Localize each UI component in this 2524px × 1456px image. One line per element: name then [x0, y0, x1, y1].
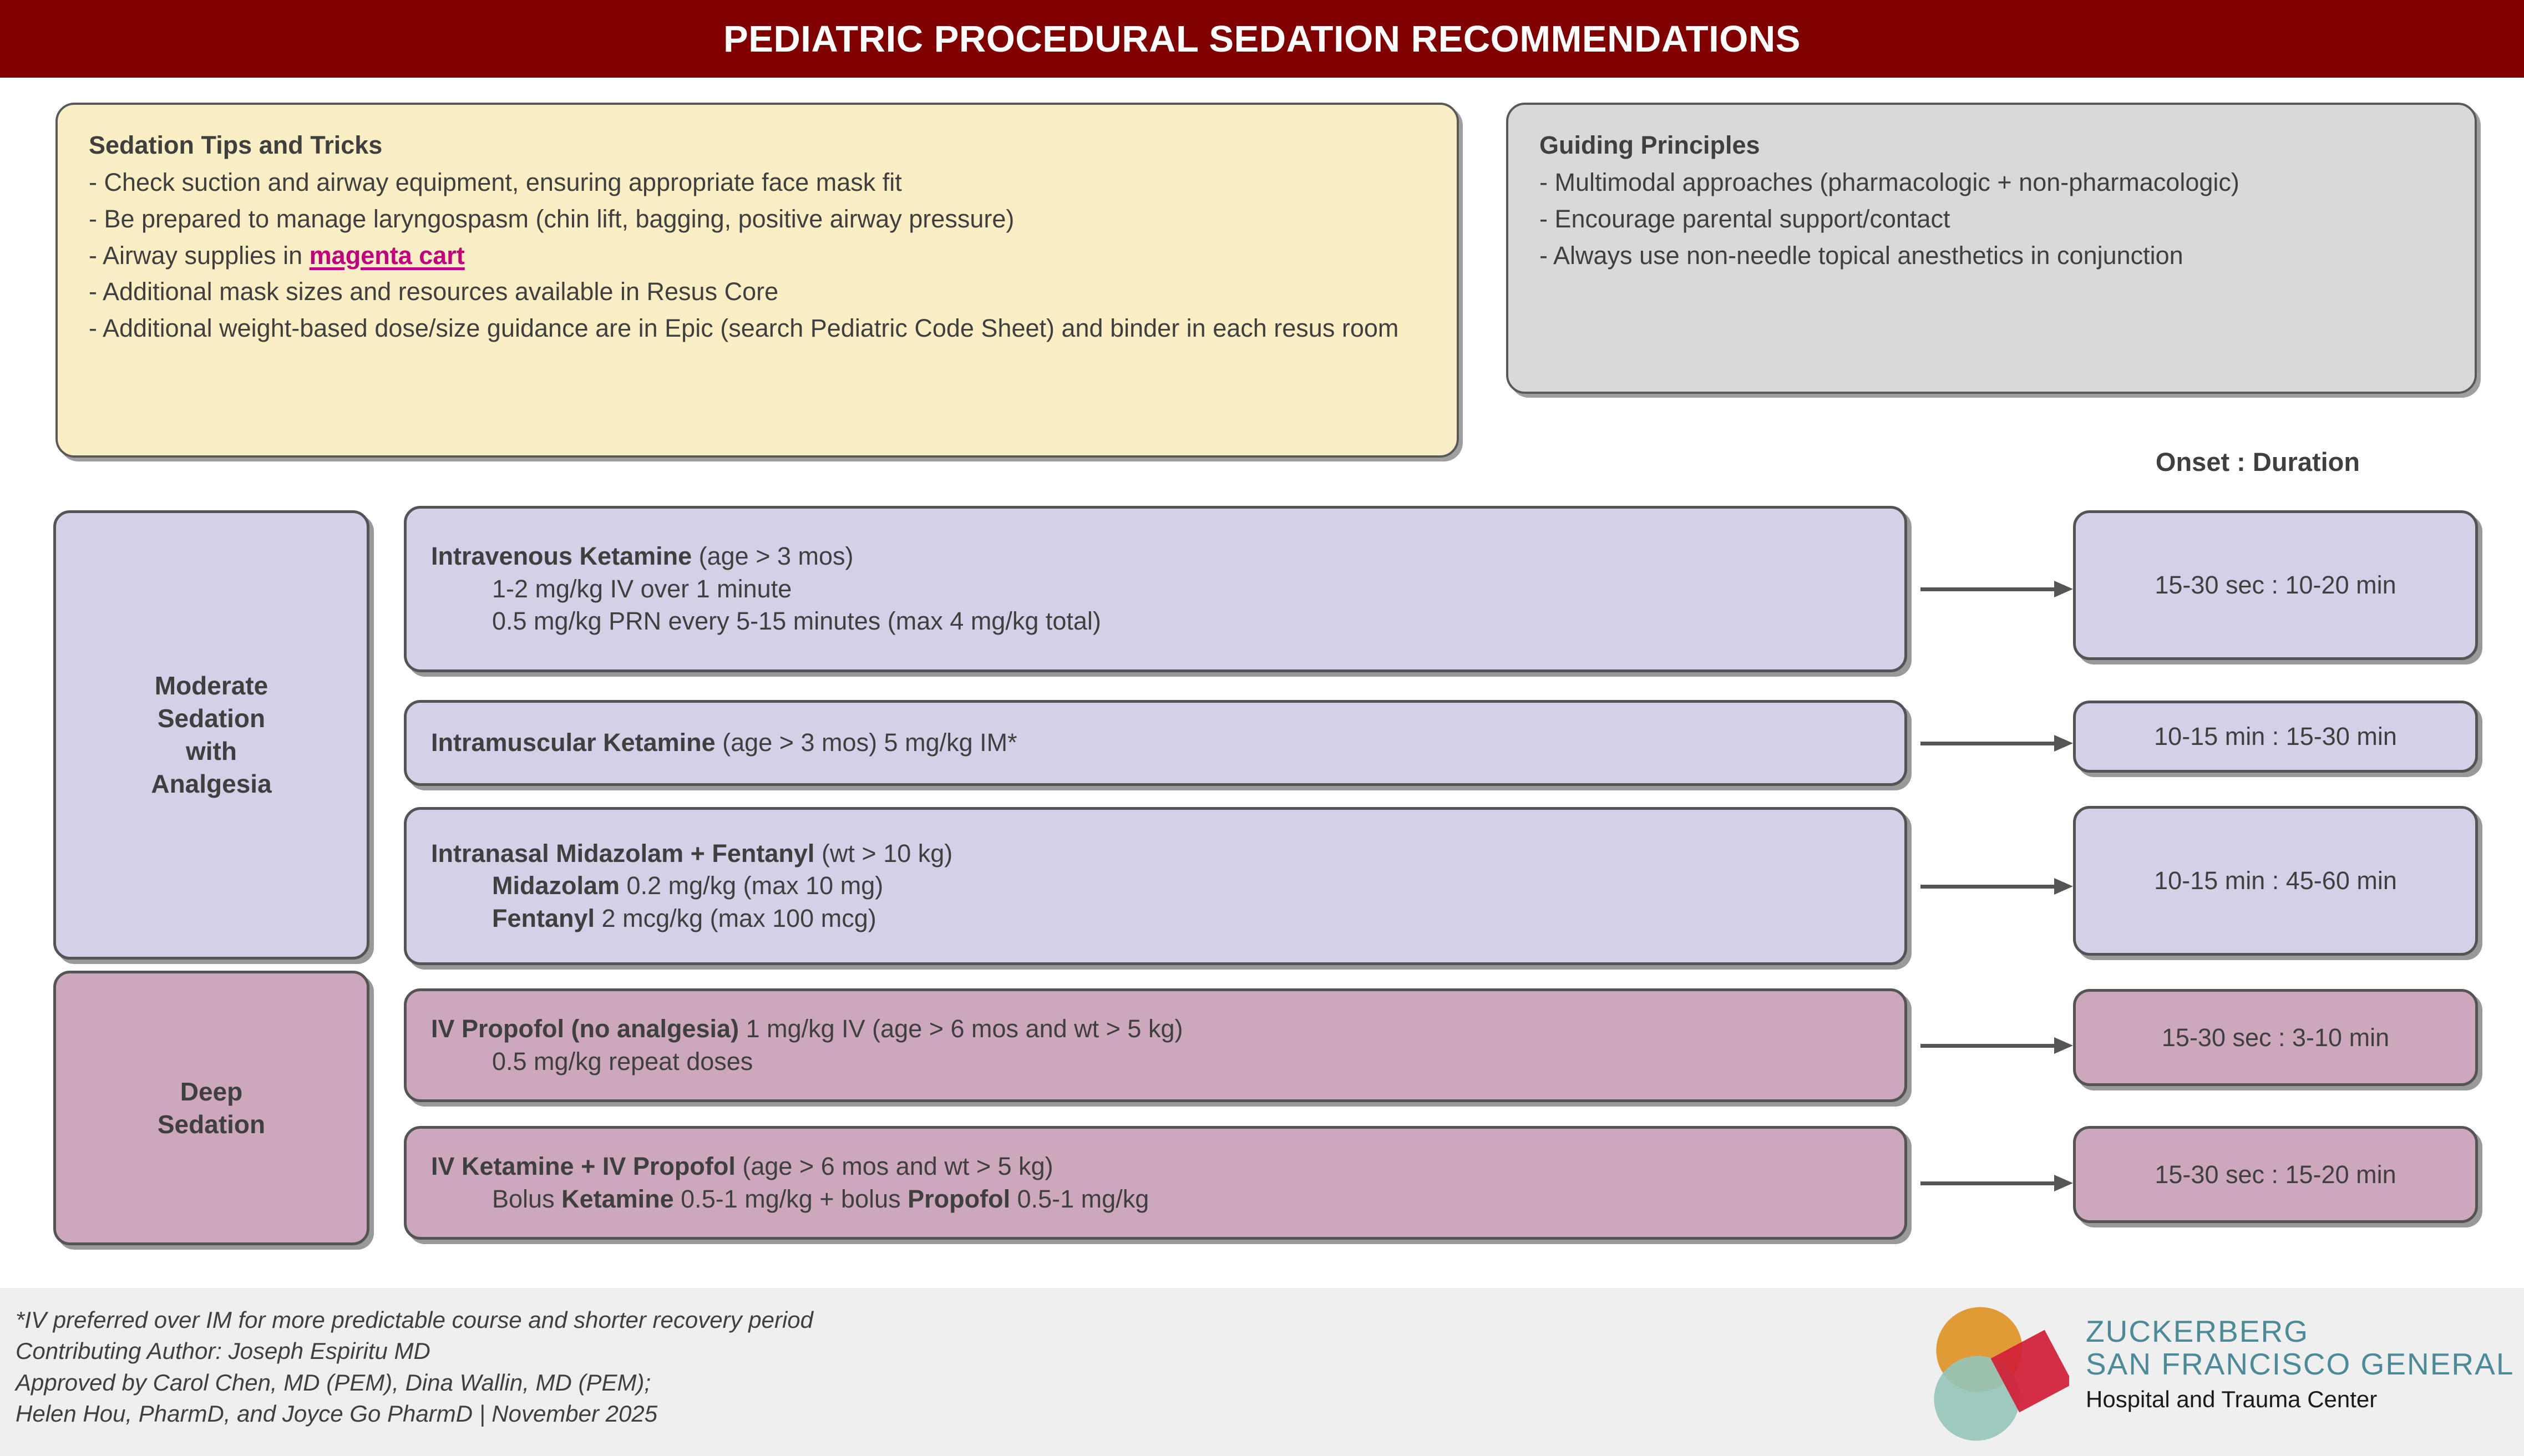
medication-title: [431, 1013, 1880, 1046]
onset-duration-column-header: Onset : Duration: [2155, 447, 2360, 476]
medication-subdose-line: [431, 902, 1880, 935]
combo-prefix: Bolus: [492, 1184, 562, 1213]
arrow-to-onset-3: [1920, 878, 2073, 895]
medication-card-intranasal-midazolam-fentanyl: [404, 807, 1907, 965]
logo-line-tagline: Hospital and Trauma Center: [2086, 1386, 2378, 1412]
medication-qualifier: (age > 3 mos): [692, 542, 854, 571]
footer-line-3: Approved by Carol Chen, MD (PEM), Dina Wallin, MD (PEM);: [16, 1369, 651, 1396]
footer-line-1: *IV preferred over IM for more predictable course and shorter recovery period: [16, 1307, 813, 1333]
onset-duration-value: 10-15 min : 15-30 min: [2154, 722, 2397, 750]
combo-middle: 0.5-1 mg/kg + bolus: [673, 1184, 908, 1213]
tips-line-1: - Check suction and airway equipment, ensuring appropriate face mask fit: [89, 168, 902, 196]
header-banner: [0, 0, 2524, 78]
sedation-tips-box: [55, 103, 1459, 458]
tips-box-title: Sedation Tips and Tricks: [89, 131, 383, 159]
onset-duration-card-intranasal: [2073, 806, 2478, 956]
logo-line-zuckerberg: ZUCKERBERG: [2086, 1314, 2309, 1348]
subdose-drug-name: Midazolam: [492, 871, 620, 900]
combo-suffix: 0.5-1 mg/kg: [1010, 1184, 1149, 1213]
medication-combo-line: [431, 1183, 1880, 1216]
principles-box-title: Guiding Principles: [1539, 131, 1760, 159]
medication-qualifier: (age > 3 mos) 5 mg/kg IM*: [715, 728, 1017, 757]
page-title: PEDIATRIC PROCEDURAL SEDATION RECOMMENDATIONS: [723, 18, 1801, 60]
principle-line-2: - Encourage parental support/contact: [1539, 204, 1950, 233]
medication-subdose-line: [431, 870, 1880, 902]
tips-line-5: - Additional weight-based dose/size guidance are in Epic (search Pediatric Code Sheet) and binder in each resus room: [89, 314, 1399, 343]
onset-duration-value: 15-30 sec : 3-10 min: [2161, 1023, 2390, 1052]
onset-duration-card-im-ketamine: [2073, 701, 2478, 773]
footer-line-4: Helen Hou, PharmD, and Joyce Go PharmD | November 2025: [16, 1400, 658, 1427]
tips-line-4: - Additional mask sizes and resources available in Resus Core: [89, 277, 779, 306]
medication-detail-line: 0.5 mg/kg PRN every 5-15 minutes (max 4 mg/kg total): [492, 607, 1101, 636]
arrow-to-onset-5: [1920, 1175, 2073, 1191]
arrow-to-onset-2: [1920, 735, 2073, 752]
logo-text-block: [2086, 1315, 2514, 1414]
category-label-line-1: Deep: [180, 1077, 243, 1106]
onset-duration-card-iv-propofol: [2073, 989, 2478, 1086]
medication-qualifier: (wt > 10 kg): [814, 839, 953, 867]
onset-duration-value: 15-30 sec : 10-20 min: [2155, 571, 2396, 599]
magenta-cart-link[interactable]: magenta cart: [309, 241, 465, 270]
subdose-drug-name: Fentanyl: [492, 904, 595, 932]
zsfg-logo-mark-icon: [1919, 1301, 2069, 1445]
footer-line-2: Contributing Author: Joseph Espiritu MD: [16, 1338, 430, 1364]
medication-card-iv-ketamine-propofol: [404, 1126, 1907, 1240]
onset-duration-value: 15-30 sec : 15-20 min: [2155, 1160, 2396, 1189]
medication-detail-line: 0.5 mg/kg repeat doses: [492, 1047, 753, 1075]
category-block-deep-sedation: [53, 971, 369, 1245]
medication-title: [431, 1150, 1880, 1183]
medication-name: IV Ketamine + IV Propofol: [431, 1152, 736, 1180]
medication-card-iv-propofol: [404, 988, 1907, 1102]
combo-drug-1: Ketamine: [561, 1184, 674, 1213]
onset-duration-card-iv-ketamine: [2073, 510, 2478, 660]
medication-card-im-ketamine: [404, 700, 1907, 786]
footer-text-block: [16, 1305, 1347, 1429]
medication-qualifier: (age > 6 mos and wt > 5 kg): [735, 1152, 1053, 1180]
medication-card-iv-ketamine: [404, 506, 1907, 672]
medication-title: [431, 727, 1880, 759]
airway-line-prefix: - Airway supplies in: [89, 241, 310, 270]
logo-line-sf-general: SAN FRANCISCO GENERAL: [2086, 1347, 2515, 1382]
medication-title: [431, 838, 1880, 870]
onset-duration-value: 10-15 min : 45-60 min: [2154, 866, 2397, 895]
medication-name: Intravenous Ketamine: [431, 542, 692, 571]
category-label-line-3: with: [186, 737, 237, 765]
subdose-amount: 2 mcg/kg (max 100 mcg): [595, 904, 876, 932]
category-block-moderate-sedation: [53, 510, 369, 960]
medication-name: Intranasal Midazolam + Fentanyl: [431, 839, 815, 867]
subdose-amount: 0.2 mg/kg (max 10 mg): [620, 871, 884, 900]
medication-name: Intramuscular Ketamine: [431, 728, 716, 757]
guiding-principles-box: [1506, 103, 2477, 394]
category-label-line-2: Sedation: [157, 1109, 266, 1139]
combo-drug-2: Propofol: [908, 1184, 1011, 1213]
category-label-line-4: Analgesia: [151, 769, 272, 798]
principle-line-1: - Multimodal approaches (pharmacologic + non-pharmacologic): [1539, 168, 2239, 196]
arrow-to-onset-1: [1920, 581, 2073, 597]
medication-name: IV Propofol (no analgesia): [431, 1014, 739, 1043]
hospital-logo: [1919, 1301, 2513, 1445]
principle-line-3: - Always use non-needle topical anesthetics in conjunction: [1539, 241, 2183, 270]
tips-line-airway: [89, 240, 1426, 271]
category-label-line-2: Sedation: [157, 704, 266, 733]
arrow-to-onset-4: [1920, 1037, 2073, 1054]
medication-title: [431, 540, 1880, 573]
onset-duration-card-iv-ketamine-propofol: [2073, 1126, 2478, 1223]
category-label-line-1: Moderate: [154, 671, 268, 701]
medication-qualifier: 1 mg/kg IV (age > 6 mos and wt > 5 kg): [739, 1014, 1183, 1043]
medication-detail-line: 1-2 mg/kg IV over 1 minute: [492, 574, 792, 603]
tips-line-2: - Be prepared to manage laryngospasm (chin lift, bagging, positive airway pressure): [89, 204, 1015, 233]
